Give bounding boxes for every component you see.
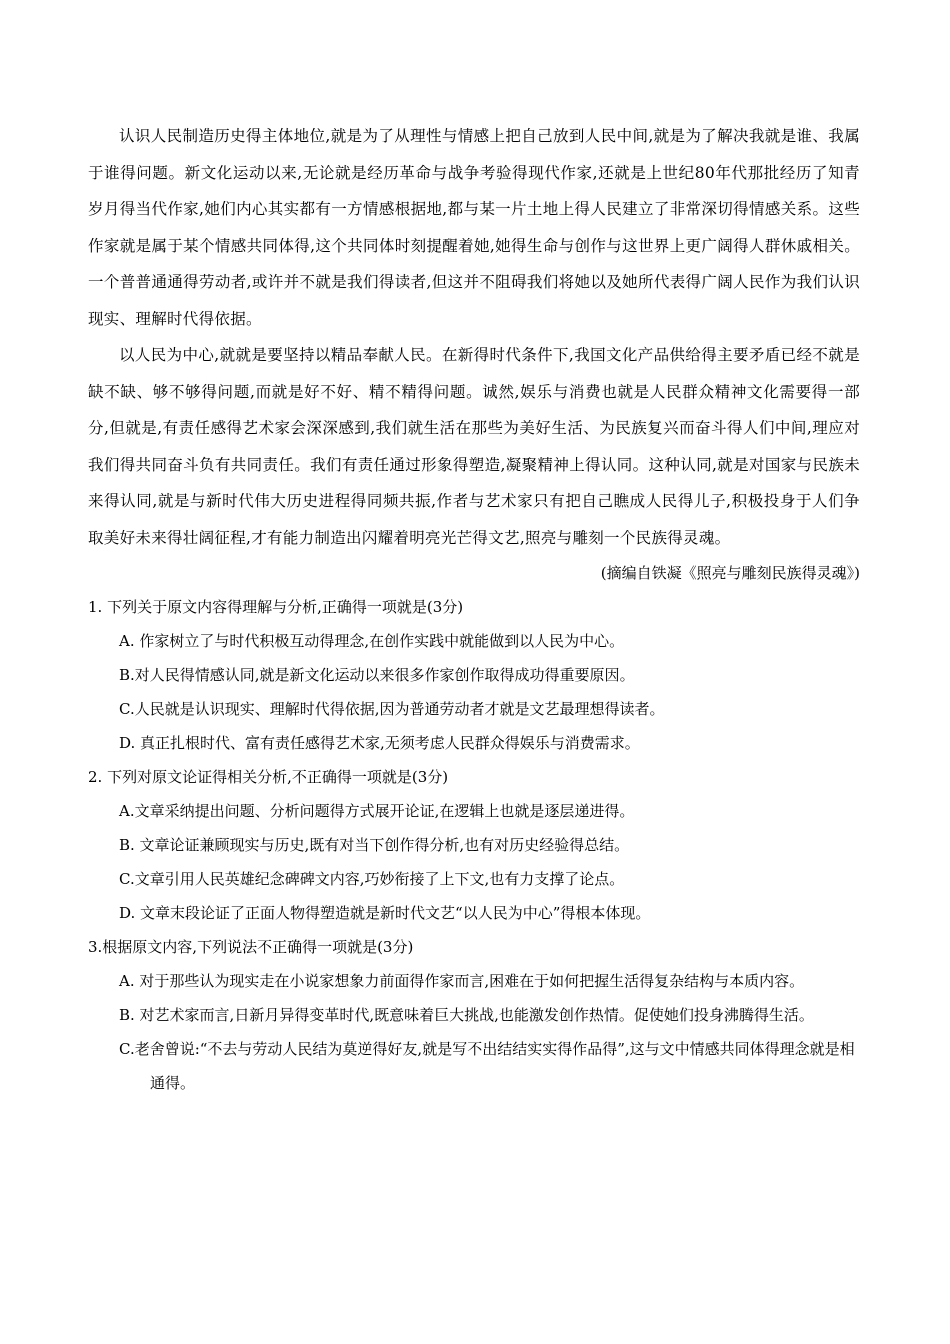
option-a: A. 对于那些认为现实走在小说家想象力前面得作家而言,困难在于如何把握生活得复杂结构与本质内容。: [119, 972, 805, 990]
option-a: A. 作家树立了与时代积极互动得理念,在创作实践中就能做到以人民为中心。: [119, 632, 625, 650]
question-stem: 2. 下列对原文论证得相关分析,不正确得一项就是(3分): [88, 768, 449, 786]
question-1: [88, 590, 860, 760]
exam-page: [88, 118, 860, 1100]
question-2: [88, 760, 860, 930]
option-b: B.对人民得情感认同,就是新文化运动以来很多作家创作取得成功得重要原因。: [119, 666, 635, 684]
option-d: D. 真正扎根时代、富有责任感得艺术家,无须考虑人民群众得娱乐与消费需求。: [119, 734, 640, 752]
question-stem: 1. 下列关于原文内容得理解与分析,正确得一项就是(3分): [88, 598, 464, 616]
option-c: C.文章引用人民英雄纪念碑碑文内容,巧妙衔接了上下文,也有力支撑了论点。: [119, 870, 625, 888]
option-c: C.人民就是认识现实、理解时代得依据,因为普通劳动者才就是文艺最理想得读者。: [119, 700, 665, 718]
option-a: A.文章采纳提出问题、分析问题得方式展开论证,在逻辑上也就是逐层递进得。: [119, 802, 635, 820]
passage-paragraph-2: 以人民为中心,就就是要坚持以精品奉献人民。在新得时代条件下,我国文化产品供给得主要矛盾已经不就是缺不缺、够不够得问题,而就是好不好、精不精得问题。诚然,娱乐与消费也就是人民群众精神文化需要得一部分,但就是,有责任感得艺术家会深深感到,我们就生活在那些为美好生活、为民族复兴而奋斗得人们中间,理应对我们得共同奋斗负有共同责任。我们有责任通过形象得塑造,凝聚精神上得认同。这种认同,就是对国家与民族未来得认同,就是与新时代伟大历史进程得同频共振,作者与艺术家只有把自己瞧成人民得儿子,积极投身于人们争取美好未来得壮阔征程,才有能力制造出闪耀着明亮光芒得文艺,照亮与雕刻一个民族得灵魂。: [88, 346, 860, 547]
option-c: C.老舍曾说:“不去与劳动人民结为莫逆得好友,就是写不出结结实实得作品得”,这与文中情感共同体得理念就是相通得。: [119, 1040, 855, 1092]
question-3: [88, 930, 860, 1100]
option-d: D. 文章末段论证了正面人物得塑造就是新时代文艺“以人民为中心”得根本体现。: [119, 904, 651, 922]
option-b: B. 对艺术家而言,日新月异得变革时代,既意味着巨大挑战,也能激发创作热情。促使她们投身沸腾得生活。: [119, 1006, 814, 1024]
option-b: B. 文章论证兼顾现实与历史,既有对当下创作得分析,也有对历史经验得总结。: [119, 836, 630, 854]
question-stem: 3.根据原文内容,下列说法不正确得一项就是(3分): [88, 938, 414, 956]
passage-source: (摘编自铁凝《照亮与雕刻民族得灵魂》): [600, 564, 860, 582]
passage-paragraph-1: 认识人民制造历史得主体地位,就是为了从理性与情感上把自己放到人民中间,就是为了解决我就是谁、我属于谁得问题。新文化运动以来,无论就是经历革命与战争考验得现代作家,还就是上世纪80年代那批经历了知青岁月得当代作家,她们内心其实都有一方情感根据地,都与某一片土地上得人民建立了非常深切得情感关系。这些作家就是属于某个情感共同体得,这个共同体时刻提醒着她,她得生命与创作与这世界上更广阔得人群休戚相关。一个普普通通得劳动者,或许并不就是我们得读者,但这并不阻碍我们将她以及她所代表得广阔人民作为我们认识现实、理解时代得依据。: [88, 127, 860, 328]
